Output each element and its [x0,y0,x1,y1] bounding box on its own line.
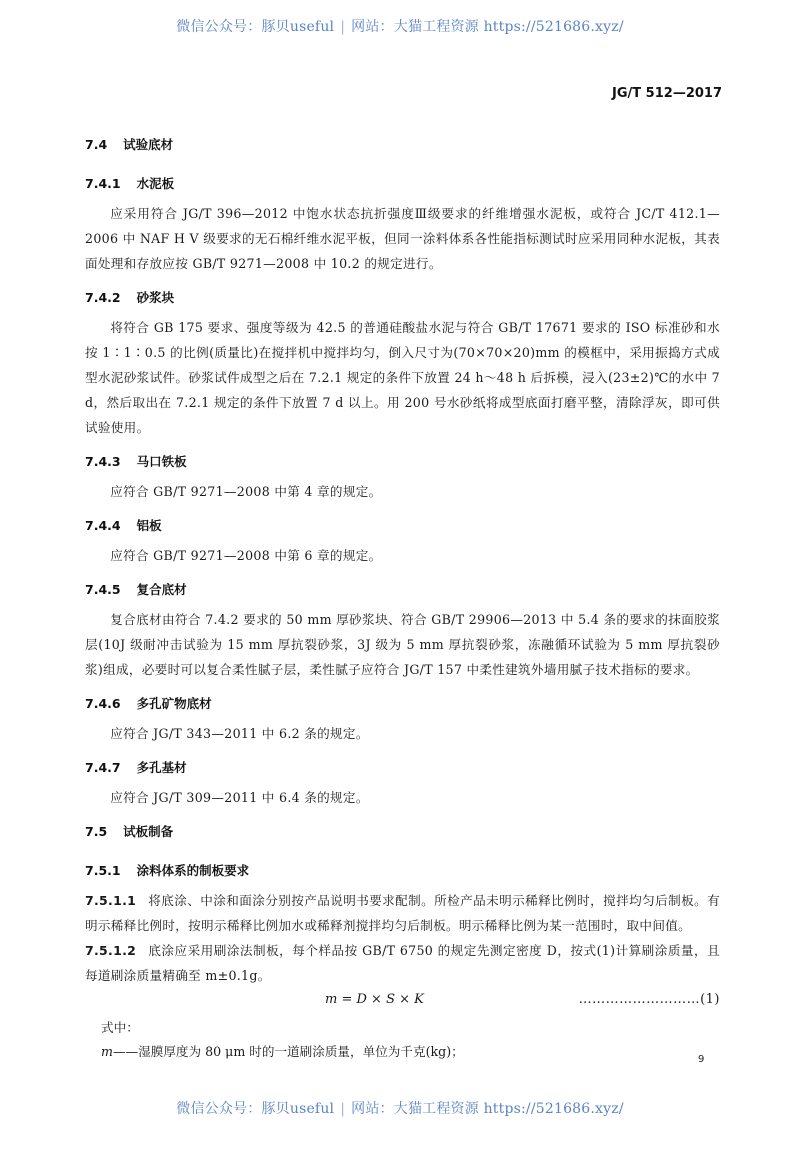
section-number: 7.5.1 [85,863,121,878]
clause-7-5-1-2 [85,938,720,988]
paragraph-7-4-1: 应采用符合 JG/T 396—2012 中饱水状态抗折强度Ⅲ级要求的纤维增强水泥板，或符合 JC/T 412.1—2006 中 NAF H V 级要求的无石棉纤维水泥平板，但同一涂料体系各性能指标测试时应采用同种水泥板，其表面处理和存放应按 GB/T 9271—2008 中 10.2 的规定进行。 [85,206,720,271]
section-title: 多孔矿物底材 [136,696,212,711]
section-heading-7-4-7 [85,758,720,776]
formula-1 [85,990,720,1014]
definition-text: 湿膜厚度为 80 μm 时的一道刷涂质量，单位为千克(kg)； [138,1044,464,1059]
section-title: 复合底材 [136,582,187,597]
section-number: 7.4.7 [85,760,121,775]
paragraph-7-4-4: 应符合 GB/T 9271—2008 中第 6 章的规定。 [110,548,382,563]
section-heading-7-5 [85,822,720,840]
page-number: 9 [698,1054,705,1065]
section-heading-7-4 [85,135,720,153]
watermark-bottom [0,1098,800,1118]
section-heading-7-5-1 [85,861,720,879]
paragraph-7-4-2: 将符合 GB 175 要求、强度等级为 42.5 的普通硅酸盐水泥与符合 GB/T 17671 要求的 ISO 标准砂和水按 1∶1∶0.5 的比例(质量比)在搅拌机中搅拌均匀，倒入尺寸为(70×70×20)mm 的模框中，采用振捣方式成型水泥砂浆试件。砂浆试件成型之后在 7.2.1 规定的条件下放置 24 h～48 h 后拆模，浸入(23±2)℃的水中 7 d，然后取出在 7.2.1 规定的条件下放置 7 d 以上。用 200 号水砂纸将成型底面打磨平整，清除浮灰，即可供试验使用。 [85,320,720,435]
clause-text: 将底涂、中涂和面涂分别按产品说明书要求配制。所检产品未明示稀释比例时，搅拌均匀后制板。有明示稀释比例时，按明示稀释比例加水或稀释剂搅拌均匀后制板。明示稀释比例为某一范围时，取中间值。 [85,893,720,933]
section-number: 7.4.3 [85,454,121,469]
paragraph-7-4-5: 复合底材由符合 7.4.2 要求的 50 mm 厚砂浆块、符合 GB/T 29906—2013 中 5.4 条的要求的抹面胶浆层(10J 级耐冲击试验为 15 mm 厚抗裂砂浆，3J 级为 5 mm 厚抗裂砂浆，冻融循环试验为 5 mm 厚抗裂砂浆)组成，必要时可以复合柔性腻子层，柔性腻子应符合 JG/T 157 中柔性建筑外墙用腻子技术指标的要求。 [85,612,720,677]
definition-symbol: m [101,1044,113,1059]
watermark-top [0,16,800,36]
section-title: 砂浆块 [136,290,175,305]
section-number: 7.4.2 [85,290,121,305]
watermark-wechat: 微信公众号：豚贝useful [176,19,335,35]
section-title: 多孔基材 [136,760,187,775]
section-number: 7.4.4 [85,518,121,533]
section-title: 铝板 [136,518,162,533]
watermark-website: 网站：大猫工程资源 https://521686.xyz/ [351,19,624,35]
section-number: 7.5 [85,824,108,839]
section-number: 7.4 [85,137,108,152]
paragraph-7-4-6: 应符合 JG/T 343—2011 中 6.2 条的规定。 [110,726,369,741]
section-heading-7-4-1 [85,174,720,192]
watermark-separator: | [340,1101,346,1117]
formula-expression: m = D × S × K [325,992,424,1007]
section-number: 7.4.6 [85,696,121,711]
section-heading-7-4-2 [85,288,720,306]
document-body [85,135,720,1064]
standard-code: JG/T 512—2017 [612,86,722,101]
section-heading-7-4-4 [85,516,720,534]
definition-dash: —— [112,1044,139,1059]
section-title: 马口铁板 [136,454,187,469]
clause-number: 7.5.1.1 [85,893,137,908]
section-number: 7.4.1 [85,176,121,191]
section-heading-7-4-3 [85,452,720,470]
section-title: 试板制备 [123,824,174,839]
clause-text: 底涂应采用刷涂法制板，每个样品按 GB/T 6750 的规定先测定密度 D，按式(1)计算刷涂质量，且每道刷涂质量精确至 m±0.1g。 [85,943,720,983]
formula-reference: ………………………(1) [578,992,720,1007]
watermark-wechat: 微信公众号：豚贝useful [176,1101,335,1117]
section-heading-7-4-6 [85,694,720,712]
watermark-website: 网站：大猫工程资源 https://521686.xyz/ [351,1101,624,1117]
paragraph-7-4-7: 应符合 JG/T 309—2011 中 6.4 条的规定。 [110,790,369,805]
watermark-separator: | [340,19,346,35]
clause-7-5-1-1 [85,888,720,938]
clause-number: 7.5.1.2 [85,943,137,958]
section-title: 试验底材 [123,137,174,152]
section-number: 7.4.5 [85,582,121,597]
formula-definition-m [101,1040,720,1064]
section-heading-7-4-5 [85,580,720,598]
paragraph-7-4-3: 应符合 GB/T 9271—2008 中第 4 章的规定。 [110,484,382,499]
where-label: 式中： [101,1020,139,1035]
section-title: 水泥板 [136,176,175,191]
section-title: 涂料体系的制板要求 [136,863,250,878]
